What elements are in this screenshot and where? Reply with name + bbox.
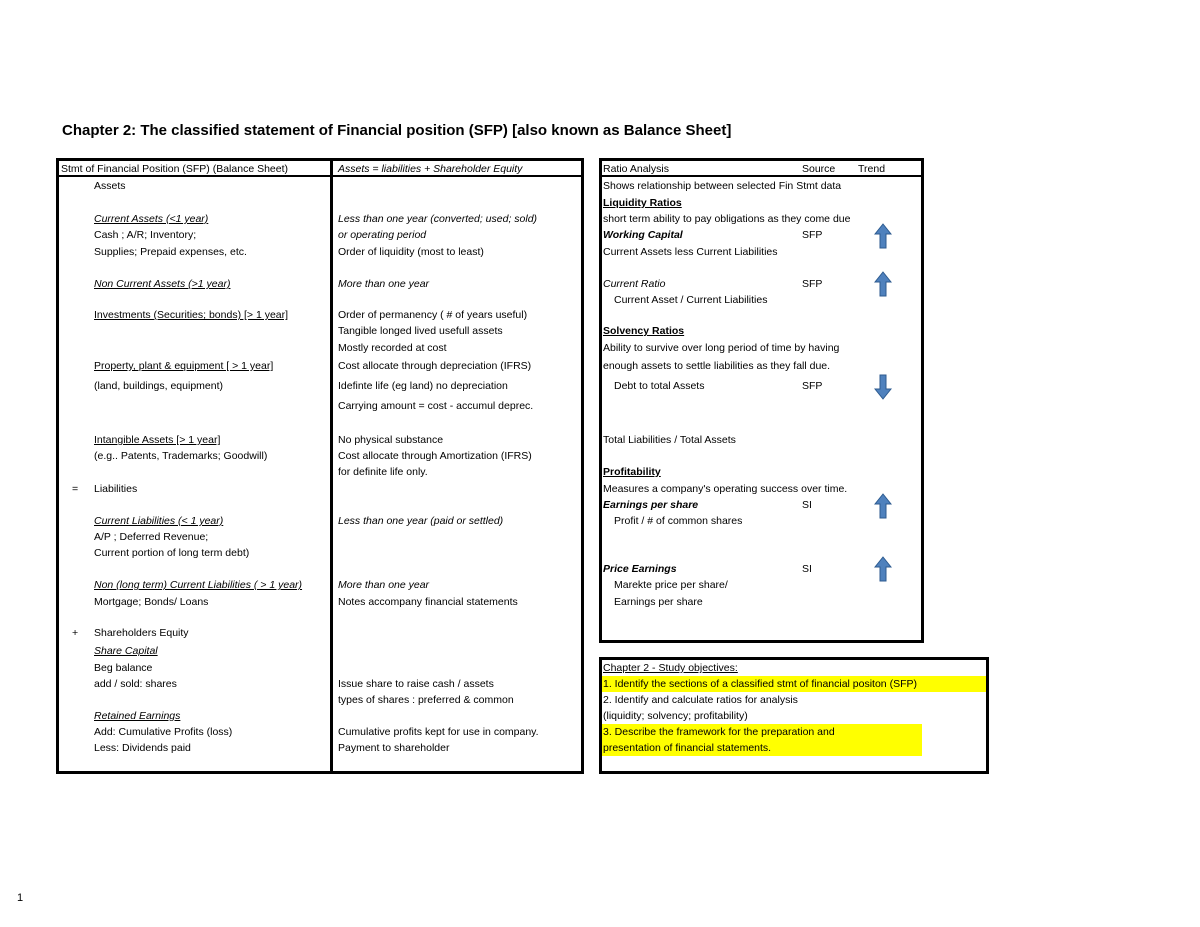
sfp-col1-header: Stmt of Financial Position (SFP) (Balance Sheet) <box>61 163 289 175</box>
profit-shares-text: Profit / # of common shares <box>614 515 743 527</box>
current-liabilities-label: Current Liabilities (< 1 year) <box>94 515 224 527</box>
pe-source: SI <box>802 563 812 575</box>
payment-shareholder-text: Payment to shareholder <box>338 742 450 754</box>
working-capital-arrow-up-icon <box>874 223 892 249</box>
issue-share-text: Issue share to raise cash / assets <box>338 678 494 690</box>
order-liquidity-text: Order of liquidity (most to least) <box>338 246 484 258</box>
more-than-one-year-text: More than one year <box>338 278 430 290</box>
cost-amortization-text: Cost allocate through Amortization (IFRS) <box>338 450 532 462</box>
equals-sign: = <box>72 483 79 495</box>
earnings-per-share-text: Earnings per share <box>614 596 703 608</box>
beg-balance-text: Beg balance <box>94 662 153 674</box>
enough-assets-text: enough assets to settle liabilities as they fall due. <box>603 360 831 372</box>
shareholders-equity-label: Shareholders Equity <box>94 627 189 639</box>
ppe-label: Property, plant & equipment [ > 1 year] <box>94 360 274 372</box>
current-liabilities-desc: Less than one year (paid or settled) <box>338 515 504 527</box>
notes-accompany-text: Notes accompany financial statements <box>338 596 518 608</box>
current-portion-text: Current portion of long term debt) <box>94 547 250 559</box>
current-asset-over-text: Current Asset / Current Liabilities <box>614 294 768 306</box>
tangible-text: Tangible longed lived usefull assets <box>338 325 503 337</box>
ratio-header: Ratio Analysis <box>603 163 669 175</box>
current-ratio-source: SFP <box>802 278 823 290</box>
cash-ar-text: Cash ; A/R; Inventory; <box>94 229 197 241</box>
liabilities-label: Liabilities <box>94 483 138 495</box>
sfp-col2-header: Assets = liabilities + Shareholder Equity <box>338 163 523 175</box>
ap-deferred-text: A/P ; Deferred Revenue; <box>94 531 209 543</box>
debt-total-arrow-down-icon <box>874 374 892 400</box>
arrow-down-shape <box>875 375 891 399</box>
price-earnings-arrow-up-icon <box>874 556 892 582</box>
arrow-up-shape <box>875 494 891 518</box>
page-title: Chapter 2: The classified statement of Financial position (SFP) [also known as Balance Sheet] <box>62 122 732 139</box>
current-ratio-arrow-up-icon <box>874 271 892 297</box>
short-term-text: short term ability to pay obligations as they come due <box>603 213 851 225</box>
less-dividends-text: Less: Dividends paid <box>94 742 191 754</box>
sfp-column-divider <box>330 158 333 774</box>
working-capital-label: Working Capital <box>603 229 683 241</box>
add-cumulative-text: Add: Cumulative Profits (loss) <box>94 726 233 738</box>
recorded-cost-text: Mostly recorded at cost <box>338 342 447 354</box>
objectives-header: Chapter 2 - Study objectives: <box>603 662 738 674</box>
cost-depreciation-text: Cost allocate through depreciation (IFRS) <box>338 360 532 372</box>
order-permanency-text: Order of permanency ( # of years useful) <box>338 309 528 321</box>
arrow-up-shape <box>875 224 891 248</box>
share-capital-label: Share Capital <box>94 645 158 657</box>
page-number: 1 <box>17 892 24 904</box>
arrow-up-shape <box>875 272 891 296</box>
no-physical-text: No physical substance <box>338 434 444 446</box>
definite-life-text: for definite life only. <box>338 466 428 478</box>
objective-3b-text: presentation of financial statements. <box>603 742 772 754</box>
carrying-amount-text: Carrying amount = cost - accumul deprec. <box>338 400 534 412</box>
shows-relationship-text: Shows relationship between selected Fin Stmt data <box>603 180 842 192</box>
price-earnings-label: Price Earnings <box>603 563 677 575</box>
assets-label: Assets <box>94 180 126 192</box>
objective-1-text: 1. Identify the sections of a classified stmt of financial positon (SFP) <box>603 678 917 690</box>
liquidity-ratios-label: Liquidity Ratios <box>603 197 682 209</box>
ability-survive-text: Ability to survive over long period of time by having <box>603 342 840 354</box>
retained-earnings-label: Retained Earnings <box>94 710 181 722</box>
objective-2b-text: (liquidity; solvency; profitability) <box>603 710 748 722</box>
add-sold-text: add / sold: shares <box>94 678 177 690</box>
eps-label: Earnings per share <box>603 499 699 511</box>
trend-header: Trend <box>858 163 886 175</box>
objective-2a-text: 2. Identify and calculate ratios for analysis <box>603 694 798 706</box>
non-current-liabilities-label: Non (long term) Current Liabilities ( > 1 year) <box>94 579 303 591</box>
more-than-one-year-liab-text: More than one year <box>338 579 430 591</box>
working-capital-source: SFP <box>802 229 823 241</box>
mortgage-text: Mortgage; Bonds/ Loans <box>94 596 209 608</box>
debt-total-label: Debt to total Assets <box>614 380 705 392</box>
solvency-ratios-label: Solvency Ratios <box>603 325 685 337</box>
measures-text: Measures a company's operating success over time. <box>603 483 848 495</box>
plus-sign: + <box>72 627 79 639</box>
current-ratio-label: Current Ratio <box>603 278 666 290</box>
idefinte-text: Idefinte life (eg land) no depreciation <box>338 380 508 392</box>
objective-3a-text: 3. Describe the framework for the preparation and <box>603 726 835 738</box>
source-header: Source <box>802 163 836 175</box>
cumulative-kept-text: Cumulative profits kept for use in company. <box>338 726 539 738</box>
eps-arrow-up-icon <box>874 493 892 519</box>
current-less-text: Current Assets less Current Liabilities <box>603 246 778 258</box>
debt-total-source: SFP <box>802 380 823 392</box>
supplies-text: Supplies; Prepaid expenses, etc. <box>94 246 247 258</box>
non-current-assets-label: Non Current Assets (>1 year) <box>94 278 231 290</box>
intangible-label: Intangible Assets [> 1 year] <box>94 434 221 446</box>
patents-text: (e.g.. Patents, Trademarks; Goodwill) <box>94 450 268 462</box>
profitability-label: Profitability <box>603 466 661 478</box>
market-price-text: Marekte price per share/ <box>614 579 728 591</box>
current-assets-desc: Less than one year (converted; used; sold) <box>338 213 538 225</box>
types-shares-text: types of shares : preferred & common <box>338 694 514 706</box>
investments-label: Investments (Securities; bonds) [> 1 year] <box>94 309 289 321</box>
eps-source: SI <box>802 499 812 511</box>
arrow-up-shape <box>875 557 891 581</box>
total-liab-text: Total Liabilities / Total Assets <box>603 434 736 446</box>
current-assets-label: Current Assets (<1 year) <box>94 213 209 225</box>
operating-period-text: or operating period <box>338 229 427 241</box>
land-buildings-text: (land, buildings, equipment) <box>94 380 223 392</box>
